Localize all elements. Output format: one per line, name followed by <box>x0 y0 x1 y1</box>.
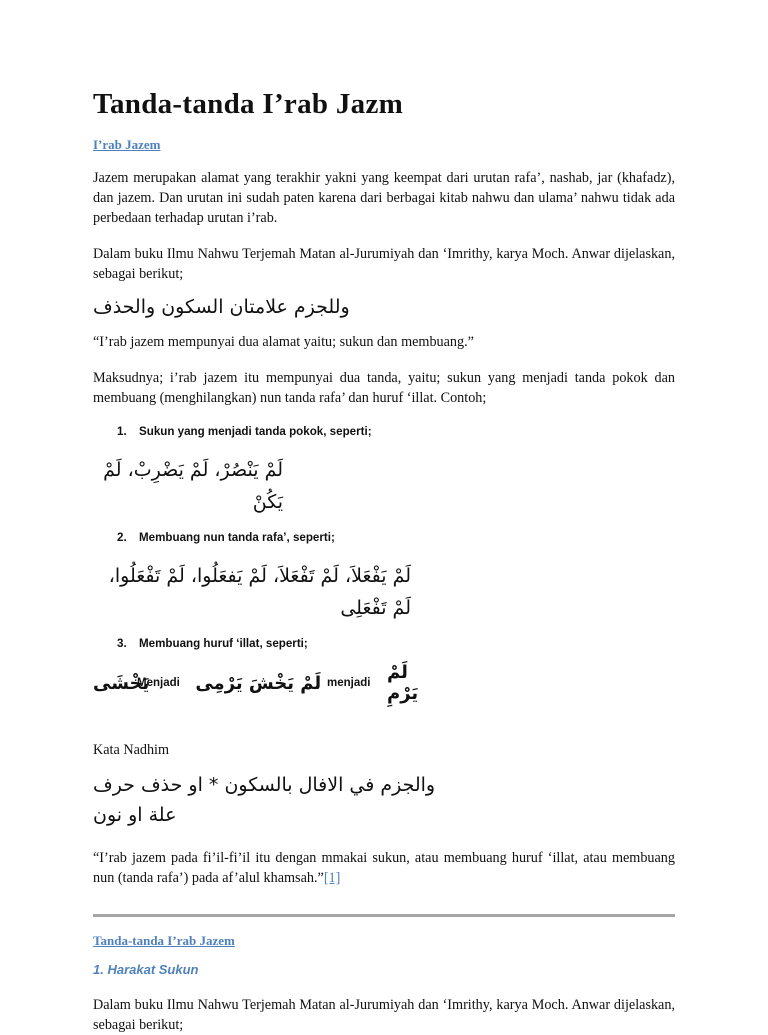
arabic-word: يَرْمِى <box>195 672 243 694</box>
list-number: 1. <box>117 425 127 438</box>
arabic-verse: والجزم في الافال بالسكون * او حذف حرف علة او نون <box>93 774 436 826</box>
examples-list <box>93 530 675 546</box>
list-item <box>93 424 675 440</box>
list-item <box>93 530 675 546</box>
page-title: Tanda-tanda I’rab Jazm <box>93 88 404 120</box>
list-item <box>93 636 675 652</box>
footnote-link[interactable]: [1] <box>323 870 341 886</box>
section-link-irab-jazem[interactable]: I’rab Jazem <box>93 137 161 152</box>
examples-list <box>93 424 675 440</box>
list-number: 3. <box>117 637 127 650</box>
arabic-example: لَمْ يَفْعَلاَ، لَمْ تَفْعَلاَ، لَمْ يَفعَلُوا، لَمْ تَفْعَلُوا، لَمْ تَفْعَلِى <box>108 565 411 619</box>
quote-text: “I’rab jazem pada fi’il-fi’il itu dengan mmakai sukun, atau membuang huruf ‘illat, atau membuang nun (tanda rafa’) pada af’alul khamsah.” <box>93 850 675 886</box>
list-number: 2. <box>117 531 127 544</box>
section-divider <box>93 914 675 917</box>
section-link-tanda-tanda[interactable]: Tanda-tanda I’rab Jazem <box>93 933 235 948</box>
arabic-quote: وللجزم علامتان السكون والحذف <box>93 296 350 318</box>
paragraph-source-2: Dalam buku Ilmu Nahwu Terjemah Matan al-Jurumiyah dan ‘Imrithy, karya Moch. Anwar dijelaskan, sebagai berikut; <box>93 997 675 1033</box>
list-text: Sukun yang menjadi tanda pokok, seperti; <box>139 425 372 438</box>
arabic-word: لَمْ يَخْشَ <box>248 672 322 694</box>
list-text: Membuang huruf ‘illat, seperti; <box>139 637 308 650</box>
conversion-label: Menjadi <box>137 677 180 689</box>
conversion-label: menjadi <box>327 677 371 689</box>
arabic-example: لَمْ يَنْصُرْ، لَمْ يَضْرِبْ، لَمْ يَكُنْ <box>103 459 283 513</box>
quote-nadhim-translation <box>93 848 675 888</box>
document-content <box>93 84 675 1035</box>
list-text: Membuang nun tanda rafa’, seperti; <box>139 531 335 544</box>
paragraph-intro: Jazem merupakan alamat yang terakhir yakni yang keempat dari urutan rafa’, nashab, jar (khafadz), dan jazem. Dan urutan ini sudah paten karena dari berbagai kitab nahwu dan ulama’ nahwu tidak ada perbedaan terhadap urutan i’rab. <box>93 170 675 226</box>
conversion-row <box>93 662 675 704</box>
paragraph-kata-nadhim: Kata Nadhim <box>93 742 170 758</box>
examples-list <box>93 636 675 652</box>
paragraph-source: Dalam buku Ilmu Nahwu Terjemah Matan al-Jurumiyah dan ‘Imrithy, karya Moch. Anwar dijelaskan, sebagai berikut; <box>93 246 675 282</box>
paragraph-explanation: Maksudnya; i’rab jazem itu mempunyai dua tanda, yaitu; sukun yang menjadi tanda pokok dan membuang (menghilangkan) nun tanda rafa’ dan huruf ‘illat. Contoh; <box>93 370 675 406</box>
arabic-word: لَمْ يَرْمِ <box>387 662 419 704</box>
arabic-word: يَخْشَى <box>93 672 150 694</box>
quote-translation: “I’rab jazem mempunyai dua alamat yaitu; sukun dan membuang.” <box>93 334 474 350</box>
subsection-heading: 1. Harakat Sukun <box>93 962 199 977</box>
